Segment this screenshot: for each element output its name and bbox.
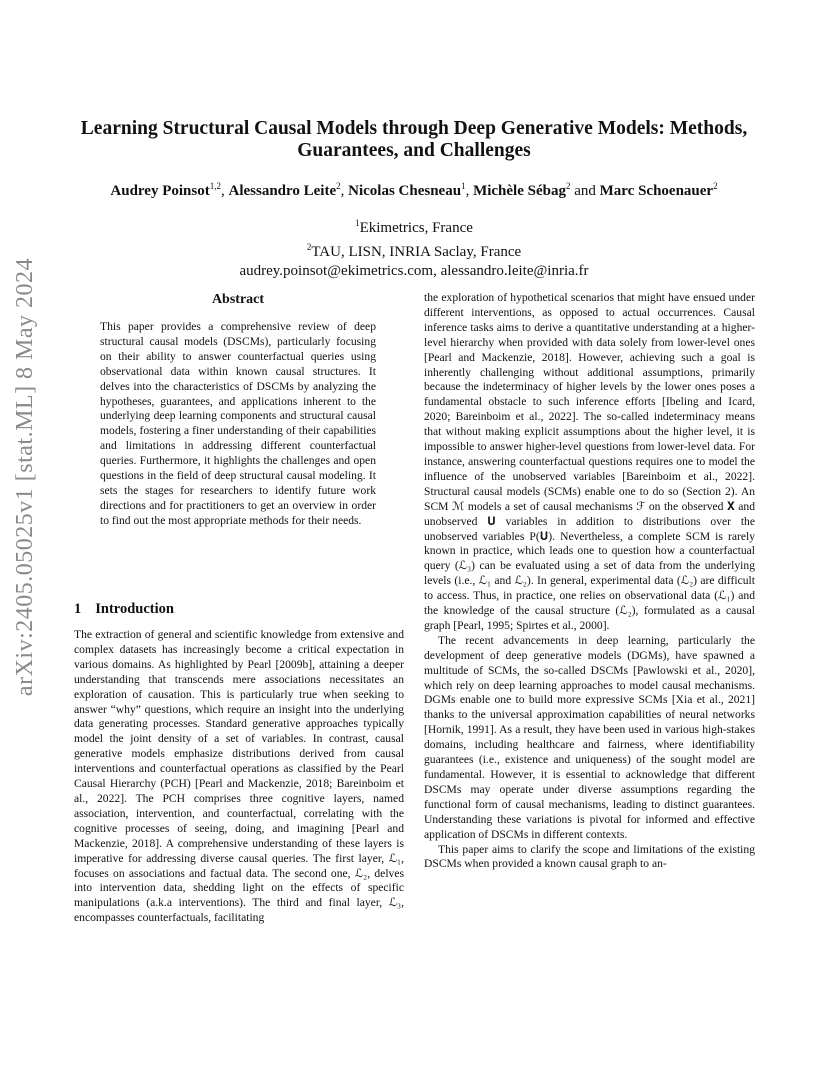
author-name: Alessandro Leite <box>228 183 337 199</box>
author-name: Michèle Sébag <box>473 183 566 199</box>
author-name: Marc Schoenauer <box>599 183 714 199</box>
author-name: Audrey Poinsot <box>110 183 210 199</box>
right-column-body <box>424 291 755 872</box>
affiliation-1 <box>90 214 738 238</box>
paragraph: This paper aims to clarify the scope and limitations of the existing DSCMs when provided a known causal graph to an- <box>424 842 755 871</box>
paper-title: Learning Structural Causal Models through Deep Generative Models: Methods, Guarantees, and Challenges <box>80 118 748 161</box>
author-affil-mark: 2 <box>336 181 341 191</box>
author-name: Nicolas Chesneau <box>348 183 462 199</box>
author-emails: audrey.poinsot@ekimetrics.com, alessandro.leite@inria.fr <box>239 263 589 279</box>
affiliation-2 <box>90 238 738 262</box>
author-affil-mark: 2 <box>713 181 718 191</box>
affiliation-mark: 1 <box>355 218 360 228</box>
abstract-text: This paper provides a comprehensive review of deep structural causal models (DSCMs), particularly focusing on their ability to answer counterfactual queries using observational data within known causal structures. It delves into the characteristics of DSCMs by analyzing the hypotheses, guarantees, and applications inherent to the underlying deep learning components and structural causal models, fostering a finer understanding of their capabilities and limitations in addressing different counterfactual queries. Furthermore, it highlights the challenges and open questions in the field of deep structural causal modeling. It sets the stages for researchers to identify future work directions and for practitioners to get an overview in order to find out the most appropriate methods for their needs. <box>100 320 376 527</box>
author-affil-mark: 2 <box>565 181 571 191</box>
author-list: Audrey Poinsot$^{1,2}$, Alessandro Leite$^2$, Nicolas Chesneau$^1$, Michèle Sébag$^2$ and Marc Schoenauer$^2$ <box>110 181 718 199</box>
section-heading <box>74 601 188 618</box>
abstract-heading: Abstract <box>211 292 265 307</box>
affiliation-text: TAU, LISN, INRIA Saclay, France <box>311 244 522 260</box>
left-column-body <box>74 628 404 926</box>
affiliation-text: Ekimetrics, France <box>359 220 473 236</box>
paragraph: The extraction of general and scientific knowledge from extensive and complex datasets has increasingly become a critical expectation in various domains. As highlighted by Pearl [2009b], attaining a deeper understanding that transcends mere associations necessitates an exploration of causation. This is particularly true when seeking to answer “why” questions, which require an insight into the underlying data generating processes. Standard generative approaches typically model the joint density of a set of variables. In contrast, causal generative models emphasize distributions derived from causal interventions and counterfactual operations as classified by the Pearl Causal Hierarchy (PCH) [Pearl and Mackenzie, 2018; Bareinboim et al., 2022]. The PCH comprises three cognitive layers, named association, intervention, and counterfactual, correlating with the cognitive processes of seeing, doing, and imagining [Pearl and Mackenzie, 2018]. A comprehensive understanding of these layers is imperative for addressing diverse causal queries. The first layer, ℒ₁, focuses on associations and factual data. The second one, ℒ₂, delves into intervention data, shedding light on the effects of specific manipulations (a.k.a interventions). The third and final layer, ℒ₃, encompasses counterfactuals, facilitating <box>74 628 404 925</box>
paragraph: The recent advancements in deep learning, particularly the development of deep generative models (DGMs), have spawned a multitude of SCMs, the so-called DSCMs [Pawlowski et al., 2020], which rely on deep learning approaches to model causal mechanisms. DGMs enable one to build more expressive SCMs [Xia et al., 2021] thanks to the universal approximation capabilities of neural networks [Hornik, 1991]. As a result, they have been used in various high-stakes domains, including healthcare and fairness, where identifiability guarantees (i.e., existence and uniqueness) of the sought model are fundamental. However, it is essential to acknowledge that different DSCMs may operate under diverse assumptions regarding the functional form of causal mechanisms, leading to distinct guarantees. Understanding these variations is pivotal for informed and effective application of DSCMs in different contexts. <box>424 633 755 841</box>
section-number: 1 <box>74 601 82 617</box>
affiliation-mark: 2 <box>306 242 312 252</box>
arxiv-identifier: arXiv:2405.05025v1 [stat.ML] 8 May 2024 <box>12 257 38 697</box>
author-affil-mark: 1,2 <box>209 181 221 191</box>
paragraph: the exploration of hypothetical scenarios that might have ensued under different interventions, as opposed to actual occurrences. Causal inference tasks aims to derive a quantitative understanding at a higher-level hierarchy when provided with data solely from lower-level ones [Pearl and Mackenzie, 2018]. However, achieving such a goal is inherently challenging without additional assumptions, primarily because the indeterminacy of higher levels by the lower ones poses a fundamental obstacle to such inference efforts [Ibeling and Icard, 2020; Bareinboim et al., 2022]. The so-called indeterminacy means that without making explicit assumptions about the higher level, it is impossible to answer higher-level questions from lower-level data. For instance, answering counterfactual questions requires one to model the influence of the unobserved variables [Bareinboim et al., 2022]. Structural causal models (SCMs) enable one to do so (Section 2). An SCM ℳ models a set of causal mechanisms ℱ on the observed 𝐗 and unobserved 𝐔 variables in addition to distributions over the unobserved variables P(𝐔). Nevertheless, a complete SCM is rarely known in practice, which leads one to question how a counterfactual query (ℒ₃) can be evaluated using a set of data from the underlying levels (i.e., ℒ₁ and ℒ₂). In general, experimental data (ℒ₂) are difficult to access. Thus, in practice, one relies on observational data (ℒ₁) and the knowledge of the causal structure (ℒ₂), formulated as a causal graph [Pearl, 1995; Spirtes et al., 2000]. <box>424 291 755 632</box>
section-title: Introduction <box>95 601 174 617</box>
author-conjunction: and <box>574 183 596 199</box>
affiliations <box>90 214 738 281</box>
author-affil-mark: 1 <box>461 181 466 191</box>
